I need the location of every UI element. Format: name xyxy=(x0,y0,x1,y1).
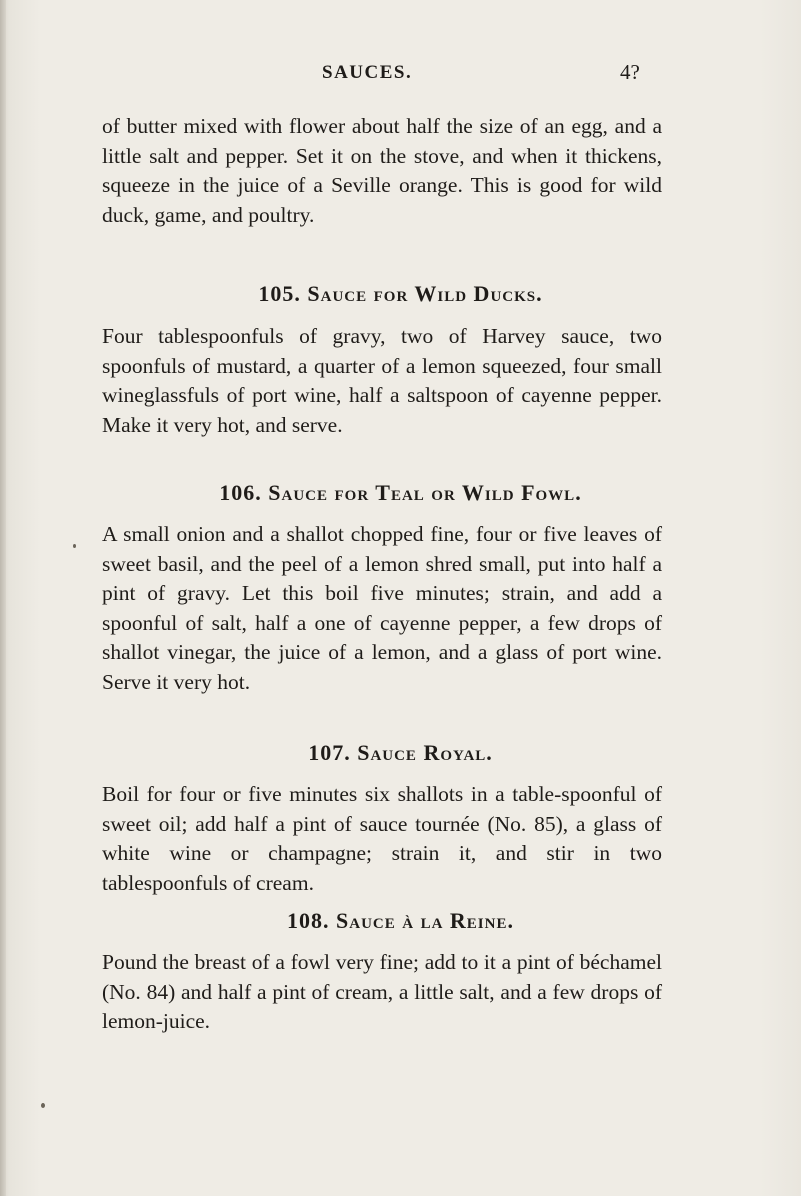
recipe-heading-107: 107. Sauce Royal. xyxy=(308,740,493,765)
recipe-heading-108: 108. Sauce à la Reine. xyxy=(287,908,514,933)
page-number: 4? xyxy=(620,60,640,84)
recipe-body-106: A small onion and a shallot chopped fine, four or five leaves of sweet basil, and the peel of a lemon shred small, put into half a pint of gravy. Let this boil five minutes; strain, and add a spoonful of salt, half a one of cayenne pepper, a few drops of shallot vinegar, the juice of a lemon, and a glass of port wine. Serve it very hot. xyxy=(102,522,662,694)
recipe-heading-105: 105. Sauce for Wild Ducks. xyxy=(258,281,543,306)
paper-speck xyxy=(41,1103,45,1108)
recipe-body-108: Pound the breast of a fowl very fine; add to it a pint of béchamel (No. 84) and half a pint of cream, a little salt, and a few drops of lemon-juice. xyxy=(102,950,662,1033)
paper-speck xyxy=(73,544,76,548)
running-title: SAUCES. xyxy=(322,62,413,83)
recipe-body-107: Boil for four or five minutes six shallots in a table-spoonful of sweet oil; add half a pint of sauce tournée (No. 85), a glass of white wine or champagne; strain it, and stir in two tablespoonfuls of cream. xyxy=(102,782,662,895)
running-head xyxy=(0,62,801,92)
recipe-body-105: Four tablespoonfuls of gravy, two of Harvey sauce, two spoonfuls of mustard, a quarter of a lemon squeezed, four small wineglassfuls of port wine, half a saltspoon of cayenne pepper. Make it very hot, and serve. xyxy=(102,324,662,437)
recipe-heading-106: 106. Sauce for Teal or Wild Fowl. xyxy=(219,480,582,505)
binding-edge xyxy=(0,0,6,1196)
continuation-paragraph: of butter mixed with flower about half the size of an egg, and a little salt and pepper. Set it on the stove, and when it thickens, squeeze in the juice of a Seville orange. This is good for wild duck, game, and poultry. xyxy=(102,114,662,227)
